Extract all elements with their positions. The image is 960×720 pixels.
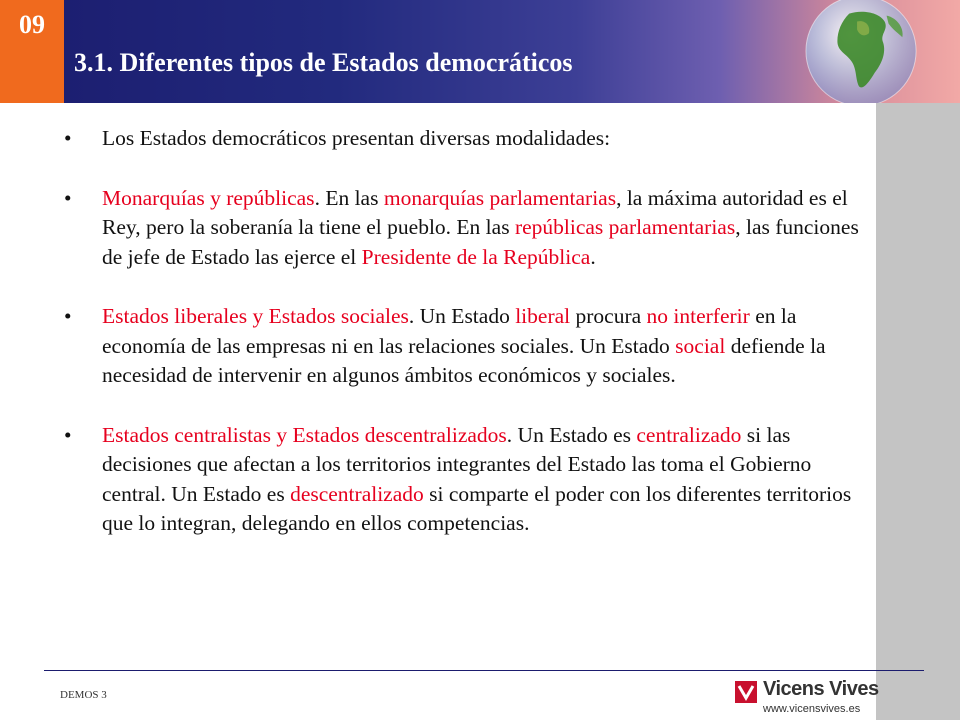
highlighted-term: Monarquías y repúblicas — [102, 185, 315, 210]
bullet-item — [64, 124, 874, 154]
highlighted-term: descentralizado — [290, 481, 424, 506]
text-segment: . — [590, 244, 596, 269]
bullet-icon: • — [64, 304, 72, 328]
bullet-item — [64, 421, 874, 539]
text-segment: si las decisiones que afectan a los territorios integrantes del Estado las toma el Gobierno central. Un Estado es — [102, 422, 812, 506]
bullet-icon: • — [64, 185, 72, 210]
text-segment: , las funciones de jefe de Estado las ejerce el — [102, 215, 859, 269]
highlighted-term: Presidente de la República — [361, 244, 591, 269]
chapter-badge — [0, 0, 64, 103]
logo-url: www.vicensvives.es — [763, 703, 861, 715]
side-decoration-bar — [876, 103, 960, 720]
bullet-icon: • — [64, 126, 72, 150]
highlighted-term: no interferir — [646, 304, 750, 328]
text-segment: procura — [570, 304, 647, 328]
text-segment: defiende la necesidad de intervenir en algunos ámbitos económicos y sociales. — [102, 333, 826, 387]
text-segment: . Un Estado es — [506, 422, 637, 447]
bullet-item — [64, 302, 874, 391]
vicens-vives-logo-icon — [735, 681, 757, 703]
highlighted-term: social — [675, 333, 726, 358]
bullet-item — [64, 184, 874, 273]
footer-divider — [44, 670, 924, 671]
highlighted-term: repúblicas parlamentarias — [514, 215, 736, 239]
bullet-text — [102, 126, 610, 150]
bullet-text — [102, 423, 851, 536]
text-segment: Los Estados democráticos presentan diversas modalidades: — [102, 126, 611, 150]
chapter-number: 09 — [19, 10, 45, 39]
bullet-list — [64, 124, 874, 569]
text-segment: . Un Estado — [408, 304, 516, 328]
text-segment: en la economía de las empresas ni en las relaciones sociales. Un Estado — [102, 304, 797, 358]
highlighted-term: Estados liberales y Estados sociales — [102, 304, 409, 328]
highlighted-term: monarquías parlamentarias — [383, 185, 617, 210]
slide-title: 3.1. Diferentes tipos de Estados democráticos — [74, 48, 573, 77]
slide-header — [0, 0, 960, 103]
highlighted-term: Estados centralistas y Estados descentralizados — [102, 422, 507, 447]
globe-icon — [802, 0, 920, 103]
bullet-icon: • — [64, 422, 72, 447]
logo-name: Vicens Vives — [763, 678, 879, 700]
highlighted-term: liberal — [515, 304, 571, 328]
bullet-text — [102, 186, 859, 269]
text-segment: si comparte el poder con los diferentes territorios que lo integran, delegando en ellos competencias. — [102, 481, 852, 535]
page-label: DEMOS 3 — [60, 689, 107, 701]
text-segment: , la máxima autoridad es el Rey, pero la soberanía la tiene el pueblo. En las — [102, 185, 848, 239]
highlighted-term: centralizado — [636, 422, 742, 447]
text-segment: . En las — [314, 185, 384, 210]
bullet-text — [102, 304, 826, 387]
